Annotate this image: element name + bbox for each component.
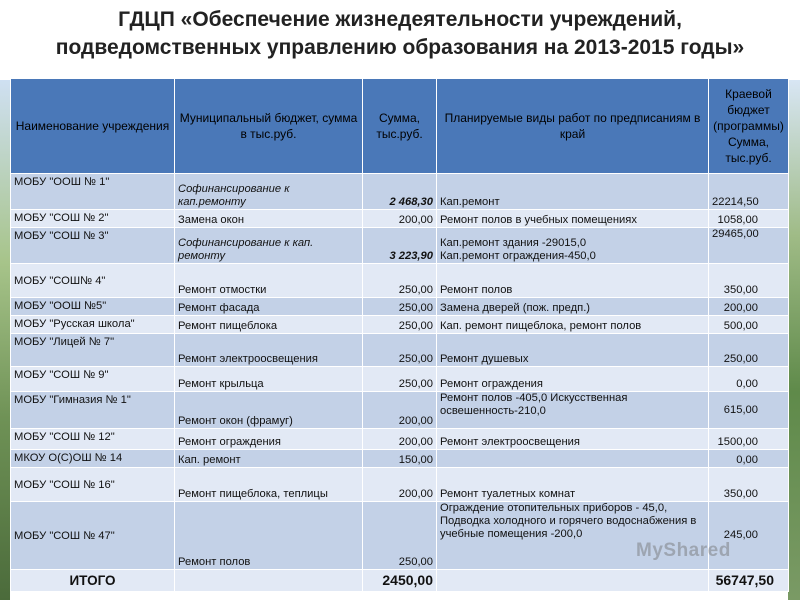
regional-sum: 0,00	[709, 450, 789, 468]
institution-name: МОБУ "СОШ№ 4"	[11, 264, 175, 298]
budget-table	[10, 78, 789, 592]
header-sum: Сумма, тыс.руб.	[363, 79, 437, 174]
municipal-sum: 200,00	[363, 392, 437, 429]
planned-works: Кап. ремонт пищеблока, ремонт полов	[437, 316, 709, 334]
municipal-sum: 250,00	[363, 334, 437, 367]
institution-name: МОБУ "СОШ № 12"	[11, 429, 175, 450]
planned-works: Ремонт ограждения	[437, 367, 709, 392]
planned-works: Кап.ремонт	[437, 174, 709, 210]
total-empty	[175, 570, 363, 592]
table-row	[11, 264, 789, 298]
institution-name: МОБУ "Гимназия № 1"	[11, 392, 175, 429]
municipal-sum: 3 223,90	[363, 228, 437, 264]
table-row	[11, 298, 789, 316]
institution-name: МОБУ "СОШ № 3"	[11, 228, 175, 264]
institution-name: МОБУ "ООШ №5"	[11, 298, 175, 316]
regional-sum: 1500,00	[709, 429, 789, 450]
municipal-work: Ремонт электроосвещения	[175, 334, 363, 367]
municipal-work: Софинансирование к кап. ремонту	[175, 228, 363, 264]
municipal-work: Ремонт крыльца	[175, 367, 363, 392]
municipal-work: Ремонт полов	[175, 502, 363, 570]
institution-name: МОБУ "СОШ № 9"	[11, 367, 175, 392]
municipal-sum: 200,00	[363, 210, 437, 228]
slide-title	[0, 6, 800, 62]
institution-name: МОБУ "ООШ № 1"	[11, 174, 175, 210]
municipal-work: Ремонт пищеблока	[175, 316, 363, 334]
municipal-work: Ремонт окон (фрамуг)	[175, 392, 363, 429]
table-row	[11, 174, 789, 210]
table-row	[11, 392, 789, 429]
table-row	[11, 468, 789, 502]
institution-name: МОБУ "СОШ № 2"	[11, 210, 175, 228]
table-row	[11, 429, 789, 450]
header-regional-budget: Краевой бюджет (программы) Сумма, тыс.руб.	[709, 79, 789, 174]
municipal-sum: 150,00	[363, 450, 437, 468]
header-row	[11, 79, 789, 174]
regional-sum: 500,00	[709, 316, 789, 334]
regional-sum: 615,00	[709, 392, 789, 429]
planned-works: Ремонт полов -405,0 Искусственная освешенность-210,0	[437, 392, 709, 429]
regional-sum: 29465,00	[709, 228, 789, 264]
municipal-sum: 2 468,30	[363, 174, 437, 210]
municipal-sum: 250,00	[363, 298, 437, 316]
table-row	[11, 367, 789, 392]
regional-sum: 245,00	[709, 502, 789, 570]
table-row	[11, 316, 789, 334]
watermark: MyShared	[636, 540, 731, 561]
total-row	[11, 570, 789, 592]
planned-works: Ремонт полов в учебных помещениях	[437, 210, 709, 228]
planned-works: Ремонт электроосвещения	[437, 429, 709, 450]
municipal-work: Замена окон	[175, 210, 363, 228]
institution-name: МОБУ "Лицей № 7"	[11, 334, 175, 367]
municipal-work: Ремонт пищеблока, теплицы	[175, 468, 363, 502]
planned-works	[437, 450, 709, 468]
municipal-sum: 250,00	[363, 367, 437, 392]
planned-works: Ремонт туалетных комнат	[437, 468, 709, 502]
regional-sum: 200,00	[709, 298, 789, 316]
header-planned-works: Планируемые виды работ по предписаниям в край	[437, 79, 709, 174]
header-institution: Наименование учреждения	[11, 79, 175, 174]
municipal-work: Ремонт ограждения	[175, 429, 363, 450]
background-left-strip	[0, 80, 10, 600]
institution-name: МКОУ О(С)ОШ № 14	[11, 450, 175, 468]
total-municipal-sum: 2450,00	[363, 570, 437, 592]
background-right-strip	[788, 80, 800, 600]
table-row	[11, 334, 789, 367]
municipal-work: Кап. ремонт	[175, 450, 363, 468]
total-regional-sum: 56747,50	[709, 570, 789, 592]
total-label: ИТОГО	[11, 570, 175, 592]
table-row	[11, 228, 789, 264]
total-empty	[437, 570, 709, 592]
table-row	[11, 210, 789, 228]
regional-sum: 22214,50	[709, 174, 789, 210]
regional-sum: 350,00	[709, 468, 789, 502]
title-line-2: подведомственных управлению образования на 2013-2015 годы»	[55, 36, 745, 59]
municipal-work: Ремонт фасада	[175, 298, 363, 316]
municipal-sum: 250,00	[363, 316, 437, 334]
municipal-work: Ремонт отмостки	[175, 264, 363, 298]
header-municipal-budget: Муниципальный бюджет, сумма в тыс.руб.	[175, 79, 363, 174]
regional-sum: 0,00	[709, 367, 789, 392]
planned-works: Замена дверей (пож. предп.)	[437, 298, 709, 316]
municipal-sum: 250,00	[363, 502, 437, 570]
institution-name: МОБУ "СОШ № 47"	[11, 502, 175, 570]
planned-works: Кап.ремонт здания -29015,0 Кап.ремонт ограждения-450,0	[437, 228, 709, 264]
institution-name: МОБУ "Русская школа"	[11, 316, 175, 334]
municipal-sum: 250,00	[363, 264, 437, 298]
regional-sum: 350,00	[709, 264, 789, 298]
title-line-1: ГДЦП «Обеспечение жизнедеятельности учреждений,	[118, 8, 682, 31]
regional-sum: 1058,00	[709, 210, 789, 228]
planned-works: Ремонт полов	[437, 264, 709, 298]
regional-sum: 250,00	[709, 334, 789, 367]
institution-name: МОБУ "СОШ № 16"	[11, 468, 175, 502]
planned-works: Ремонт душевых	[437, 334, 709, 367]
table-row	[11, 450, 789, 468]
municipal-sum: 200,00	[363, 429, 437, 450]
planned-works: Ограждение отопительных приборов - 45,0, Подводка холодного и горячего водоснабжения в учебные помещения -200,0	[437, 502, 709, 570]
municipal-sum: 200,00	[363, 468, 437, 502]
municipal-work: Софинансирование к кап.ремонту	[175, 174, 363, 210]
